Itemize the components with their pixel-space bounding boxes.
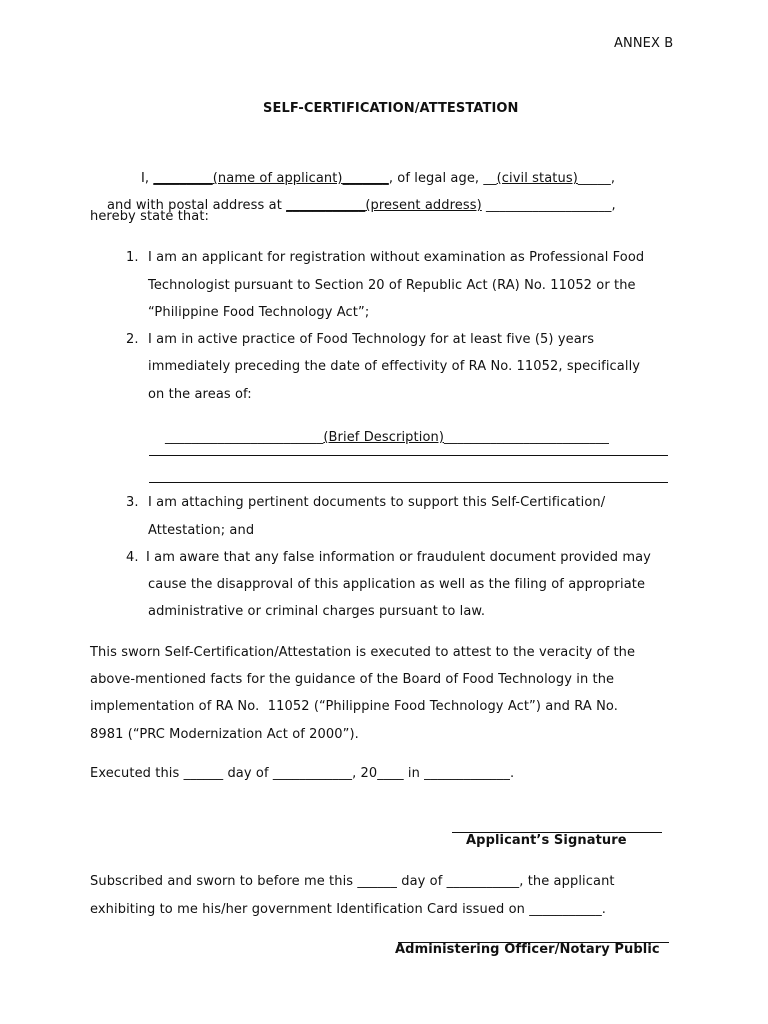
- item-4-line-3: administrative or criminal charges pursuant to law.: [148, 604, 486, 619]
- description-blank-line-2: [149, 455, 668, 456]
- document-title: SELF-CERTIFICATION/ATTESTATION: [263, 101, 519, 116]
- subscribed-line-1: Subscribed and sworn to before me this ______ day of ___________, the applicant: [90, 874, 615, 889]
- item-1-line-2: Technologist pursuant to Section 20 of Republic Act (RA) No. 11052 or the: [148, 278, 636, 293]
- intro-line-1: I, _________(name of applicant)_______, of legal age, __(civil status)_____,: [140, 171, 616, 186]
- present-address-blank: ____________(present address): [286, 198, 482, 213]
- sworn-line-2: above-mentioned facts for the guidance of the Board of Food Technology in the: [90, 672, 615, 687]
- item-4-number: 4.: [126, 550, 139, 565]
- item-3-line-2: Attestation; and: [148, 523, 255, 538]
- applicant-signature-label: Applicant’s Signature: [466, 833, 627, 848]
- annex-label: ANNEX B: [614, 36, 674, 51]
- executed-line: Executed this ______ day of ____________, 20____ in _____________.: [90, 766, 515, 781]
- subscribed-line-2: exhibiting to me his/her government Identification Card issued on ___________.: [90, 902, 607, 917]
- notary-label: Administering Officer/Notary Public: [395, 942, 660, 957]
- brief-description-line: ________________________(Brief Description)_________________________: [164, 430, 610, 445]
- intro-prefix: I,: [140, 171, 150, 186]
- civil-status-blank: (civil status): [496, 171, 578, 186]
- applicant-name-blank: _________(name of applicant)_______: [153, 171, 389, 186]
- item-3-number: 3.: [126, 495, 139, 510]
- item-4-line-2: cause the disapproval of this application as well as the filing of appropriate: [148, 577, 646, 592]
- item-3-line-1: I am attaching pertinent documents to support this Self-Certification/: [148, 495, 606, 510]
- description-blank-line-3: [149, 482, 668, 483]
- item-2-number: 2.: [126, 332, 139, 347]
- legal-age-text: , of legal age, __: [388, 171, 497, 186]
- intro-line-2: and with postal address at ____________(present address) ___________________,: [106, 198, 616, 213]
- item-1-line-1: I am an applicant for registration without examination as Professional Food: [148, 250, 645, 265]
- item-2-line-2: immediately preceding the date of effectivity of RA No. 11052, specifically: [148, 359, 641, 374]
- item-4-line-1: I am aware that any false information or fraudulent document provided may: [146, 550, 651, 565]
- sworn-line-4: 8981 (“PRC Modernization Act of 2000”).: [90, 727, 359, 742]
- postal-address-prefix: and with postal address at: [106, 198, 282, 213]
- sworn-line-3: implementation of RA No. 11052 (“Philippine Food Technology Act”) and RA No.: [90, 699, 618, 714]
- brief-description-label: (Brief Description): [323, 430, 445, 445]
- item-2-line-1: I am in active practice of Food Technology for at least five (5) years: [148, 332, 595, 347]
- item-1-number: 1.: [126, 250, 139, 265]
- intro-line-3: hereby state that:: [90, 209, 210, 224]
- sworn-line-1: This sworn Self-Certification/Attestation is executed to attest to the veracity of the: [90, 645, 636, 660]
- item-1-line-3: “Philippine Food Technology Act”;: [148, 305, 370, 320]
- item-2-line-3: on the areas of:: [148, 387, 252, 402]
